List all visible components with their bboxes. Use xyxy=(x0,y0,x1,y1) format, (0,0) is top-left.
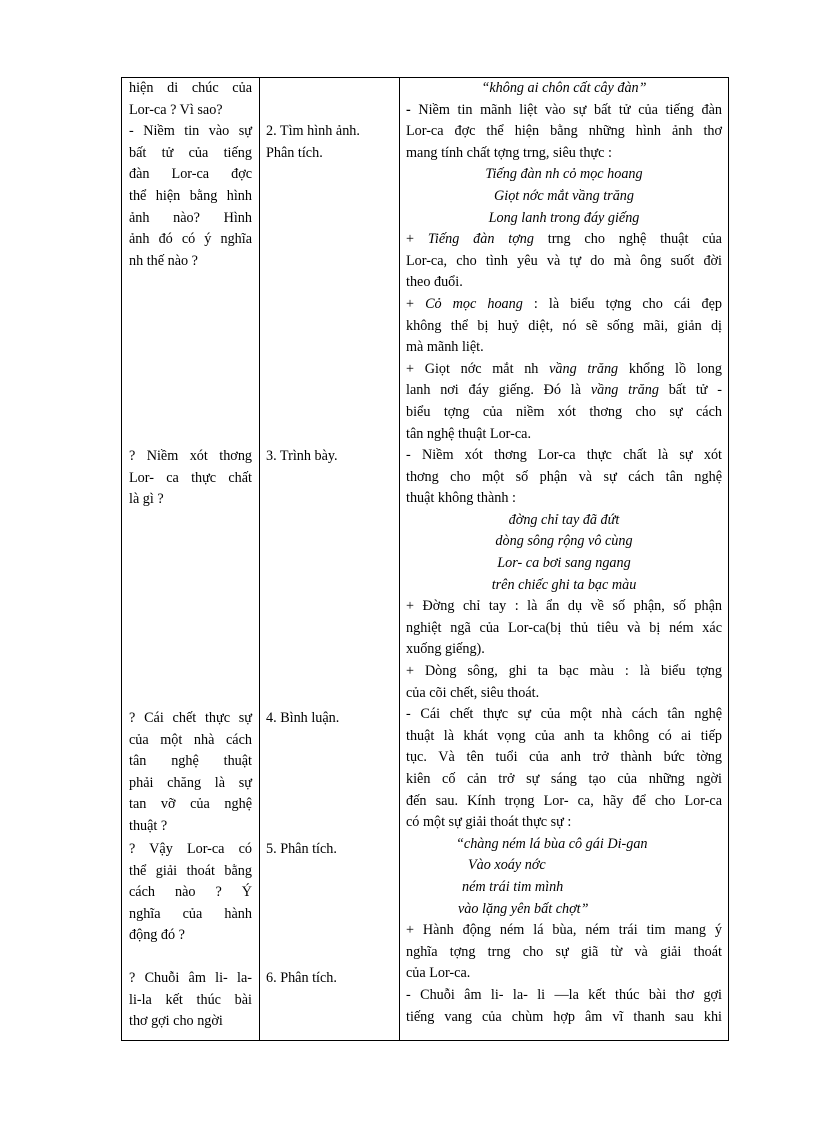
text-line: + Dòng sông, ghi ta bạc màu : là biểu tợng xyxy=(406,663,722,680)
activity-5 xyxy=(266,839,394,861)
text-line: thơ gợi cho ngời xyxy=(129,1013,223,1030)
text-line: - Chuỗi âm li- la- li —la kết thúc bài thơ gợi xyxy=(406,986,722,1003)
text-line: - Niềm tin vào sự xyxy=(129,123,252,140)
text-line xyxy=(406,229,722,251)
text-line: li-la kết thúc bài xyxy=(129,991,252,1008)
poem-line: Vào xoáy nớc xyxy=(468,857,546,874)
text-line: nh thế nào ? xyxy=(129,252,198,269)
poem-line: Giọt nớc mắt vầng trăng xyxy=(494,187,634,204)
text-line: ảnh đó có ý nghĩa xyxy=(129,231,252,248)
text-line: thuật không thành : xyxy=(406,490,516,507)
italic-span: vầng trăng xyxy=(590,382,659,399)
text-span: trng cho nghệ thuật của xyxy=(533,231,722,248)
text-line: tan vỡ của nghệ xyxy=(129,796,252,813)
text-line xyxy=(406,294,722,316)
bold-dash: - xyxy=(406,101,411,118)
text-line: ? Cái chết thực sự xyxy=(129,710,252,726)
text-line: ? Chuỗi âm li- la- xyxy=(129,970,252,986)
question-block-2 xyxy=(129,446,252,511)
text-line: có một sự giải thoát thực sự : xyxy=(406,814,572,831)
text-line: bất tử của tiếng xyxy=(129,144,252,161)
text-span: + Giọt nớc mắt nh xyxy=(406,360,550,377)
text-line: động đó ? xyxy=(129,927,185,944)
text-line: Lor-ca ? Vì sao? xyxy=(129,101,223,118)
activity-6 xyxy=(266,968,394,990)
text-line: của cõi chết, siêu thoát. xyxy=(406,684,540,701)
content-column xyxy=(406,78,722,1028)
text-line: nghiệt ngã của Lor-ca(bị thủ tiêu và bị ném xác xyxy=(406,619,722,636)
text-line: thuật ? xyxy=(129,817,168,834)
italic-span: vầng trăng xyxy=(549,360,619,377)
activity-2 xyxy=(266,121,394,164)
text-line: thể hiện bằng hình xyxy=(129,187,252,204)
activity-4 xyxy=(266,708,394,730)
text-line: đến sau. Kính trọng Lor- ca, hãy để cho Lor-ca xyxy=(406,792,722,809)
poem-line: trên chiếc ghi ta bạc màu xyxy=(491,576,637,593)
text-span: Niềm tin mãnh liệt vào sự bất tử của tiếng đàn xyxy=(410,101,722,118)
text-line: thể giải thoát bằng xyxy=(129,862,252,879)
italic-span: Tiếng đàn tợng xyxy=(427,231,534,248)
poem-line: “chàng ném lá bùa cô gái Di-gan xyxy=(456,835,648,852)
poem-line: Lor- ca bơi sang ngang xyxy=(497,555,631,572)
text-line: - Niềm xót thơng Lor-ca thực chất là sự xót xyxy=(406,447,722,464)
text-line: 6. Phân tích. xyxy=(266,970,337,986)
text-line: - Cái chết thực sự của một nhà cách tân nghệ xyxy=(406,706,722,723)
text-span: + xyxy=(406,295,426,312)
text-line: Phân tích. xyxy=(266,144,323,161)
text-line: Lor-ca đợc thể hiện bằng những hình ảnh thơ xyxy=(406,123,722,140)
text-line: mang tính chất tợng trng, siêu thực : xyxy=(406,144,612,161)
text-line: + Hành động ném lá bùa, ném trái tim mang ý xyxy=(406,922,722,939)
text-line: 5. Phân tích. xyxy=(266,841,337,857)
text-line: ? Vậy Lor-ca có xyxy=(129,841,252,857)
italic-span: Cỏ mọc hoang xyxy=(425,295,523,312)
question-block-3 xyxy=(129,708,252,838)
text-line: ảnh nào? Hình xyxy=(129,209,252,226)
poem-line: đờng chỉ tay đã đứt xyxy=(508,511,620,528)
text-line: mà mãnh liệt. xyxy=(406,339,484,356)
text-line: nghĩa của hành xyxy=(129,905,252,922)
text-line: tục. Và tên tuổi của anh trở thành bức tờng xyxy=(406,749,722,766)
text-line xyxy=(406,359,722,381)
column-divider-1 xyxy=(259,78,260,1040)
poem-line: vào lặng yên bất chợt” xyxy=(458,900,589,917)
text-span: + xyxy=(406,231,428,248)
text-line: là gì ? xyxy=(129,491,164,508)
text-line: của một nhà cách xyxy=(129,731,252,748)
text-span: khổng lồ long xyxy=(618,360,722,377)
question-block-5 xyxy=(129,968,252,1033)
text-line: ? Niềm xót thơng xyxy=(129,448,252,464)
text-line: + Đờng chỉ tay : là ẩn dụ về số phận, số phận xyxy=(406,598,722,615)
text-line: tân nghệ thuật xyxy=(129,753,252,770)
text-line xyxy=(406,380,722,402)
question-block-4 xyxy=(129,839,252,947)
text-line: không thể bị huỷ diệt, nó sẽ sống mãi, giản dị xyxy=(406,317,722,334)
text-line: kiên cố cản trở sự sáng tạo của những ngời xyxy=(406,771,722,787)
activity-3 xyxy=(266,446,394,468)
text-span: bất tử - xyxy=(658,382,722,399)
text-line: hiện di chúc của xyxy=(129,80,252,96)
text-span: lanh nơi đáy giếng. Đó là xyxy=(406,382,591,399)
poem-line: ném trái tim mình xyxy=(462,878,564,895)
text-line: cách nào ? Ý xyxy=(129,884,252,901)
text-line: tiếng vang của chùm hợp âm vĩ thanh sau khi xyxy=(406,1008,722,1025)
text-line: theo đuổi. xyxy=(406,274,463,291)
text-line: đàn Lor-ca đợc xyxy=(129,166,252,183)
text-line: Lor-ca, cho tình yêu và tự do mà ông suốt đời xyxy=(406,252,722,269)
lesson-table xyxy=(121,77,729,1041)
text-line: thuật là khát vọng của anh ta không có ai tiếp xyxy=(406,727,722,744)
text-line: tân nghệ thuật Lor-ca. xyxy=(406,425,531,442)
poem-line: Tiếng đàn nh cỏ mọc hoang xyxy=(485,166,643,183)
text-line xyxy=(406,100,722,122)
poem-quote: “không ai chôn cất cây đàn” xyxy=(481,80,647,96)
poem-line: dòng sông rộng vô cùng xyxy=(495,533,633,550)
poem-line: Long lanh trong đáy giếng xyxy=(488,209,640,226)
text-line: 3. Trình bày. xyxy=(266,448,338,464)
question-block-1 xyxy=(129,78,252,272)
text-line: phải chăng là sự xyxy=(129,774,252,791)
column-divider-2 xyxy=(399,78,400,1040)
text-line: xuống giếng). xyxy=(406,641,485,658)
text-line: biểu tợng của niềm xót thơng cho sự cách xyxy=(406,403,722,420)
text-line: Lor- ca thực chất xyxy=(129,469,252,486)
text-line: thơng cho một số phận và sự cách tân nghệ xyxy=(406,468,722,485)
text-line: của Lor-ca. xyxy=(406,965,471,982)
text-line: 4. Bình luận. xyxy=(266,710,340,726)
text-line: 2. Tìm hình ảnh. xyxy=(266,123,360,139)
text-span: : là biểu tợng cho cái đẹp xyxy=(522,295,722,312)
text-line: nghĩa tợng trng cho sự giã từ và giải thoát xyxy=(406,943,722,960)
